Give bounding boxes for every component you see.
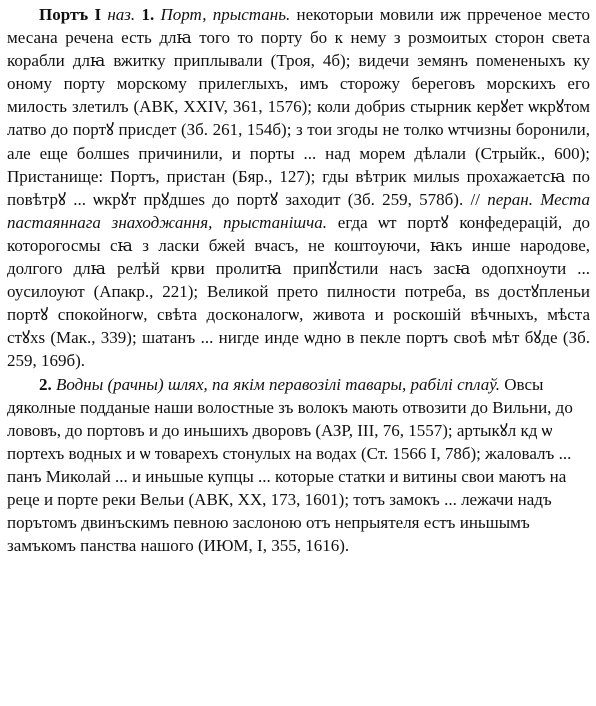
sense-1-number: 1. xyxy=(141,5,155,24)
citation-text: егда ѡт портꙋ конфедерацій, до которогосмы сꙗ з ласки бжей вчасъ, не коштоуючи, ꙗкъ инше народове, долгого длꙗ релѣй крви пролитꙗ припꙋстили насъ засꙗ одопхноути ... оусилоуют (Апакр., 221); Великой прето пилности потреба, вs достꙋпленьи портꙋ спокойногѡ, свѣта досконалогѡ, живота и роскошій вѣчныхъ, мѣста стꙋхs (Мак., 339); шатанъ ... нигде инде ѡдно в пекле портъ своѣ мѣт бꙋде (Зб. 259, 169б). xyxy=(7,212,591,371)
citation-text: некоторыи мовили иж xyxy=(296,5,461,24)
sense-1-gloss: Порт, прыстань. xyxy=(160,5,291,24)
citation-text: пристан (Бяр., 127); гды вѣтрик милыs прохажаетсꙗ по повѣтрꙋ ... xyxy=(7,166,590,209)
figurative-sense-gloss: пастаяннага знаходжання, прыстанішча. xyxy=(7,212,328,232)
entry-sense-2 xyxy=(7,373,590,558)
part-of-speech: наз. xyxy=(107,5,136,24)
sense-2-number: 2. xyxy=(39,374,52,394)
headword: Портъ І xyxy=(39,5,102,24)
citation-text: ѡкрꙋт прꙋдшеs до портꙋ заходит (Зб. 259, 578б). // xyxy=(93,189,480,209)
sense-2-gloss: Водны (рачны) шлях, па якім перавозілі тавары, рабілі сплаў. xyxy=(56,374,501,394)
citation-text: Овсы дяколные подданые наши волостные зъ волокъ мають отвозити до Вильни, до лововъ, до портовъ и до иньшихъ дворовъ (АЗР, III, 76, 1557); артыкꙋл кд ѡ портехъ водных и ѡ товарехъ стонулых на водах (Ст. 1566 I, 78б); жаловалъ ... панъ Миколай ... и иньшые купцы ... которые статки и витины свои маютъ на реце и порте реки Вельи (АВК, XX, 173, 1601); тотъ замокъ ... лежачи надъ порътомъ двинъскимъ певною заслоною отъ непрыятеля естъ иньшымъ замъкомъ панства нашого (ИЮМ, I, 355, 1616). xyxy=(7,374,573,556)
citation-text: (Троя, 4б); видечи земянъ помененыхъ ку оному порту морскому xyxy=(7,51,590,94)
citation-text: нему з розмоитых сторон света корабли длꙗ вжитку приплывали xyxy=(7,28,590,71)
figurative-sense-label: перан. Места xyxy=(487,189,590,209)
citation-text: прилеглыхъ, имъ сторожу береговъ морскихъ его милость злетилъ (АВК, XXIV, 361, 1576); коли добриs стырник керꙋет xyxy=(7,74,591,117)
citation-text: ѡкрꙋтом латво до портꙋ присдет (Зб. 261, 154б); з тои згоды не xyxy=(7,97,591,140)
citation-text: толко ѡтчизны боронили, але еще болшеs причинили, и порты ... над морем дѣлали (Стрыйк., 600); Пристанище: Портъ, xyxy=(7,120,590,186)
citation-text: прреченое место месана речена есть длꙗ того то порту бо к xyxy=(7,5,591,48)
entry-sense-1 xyxy=(7,3,590,373)
